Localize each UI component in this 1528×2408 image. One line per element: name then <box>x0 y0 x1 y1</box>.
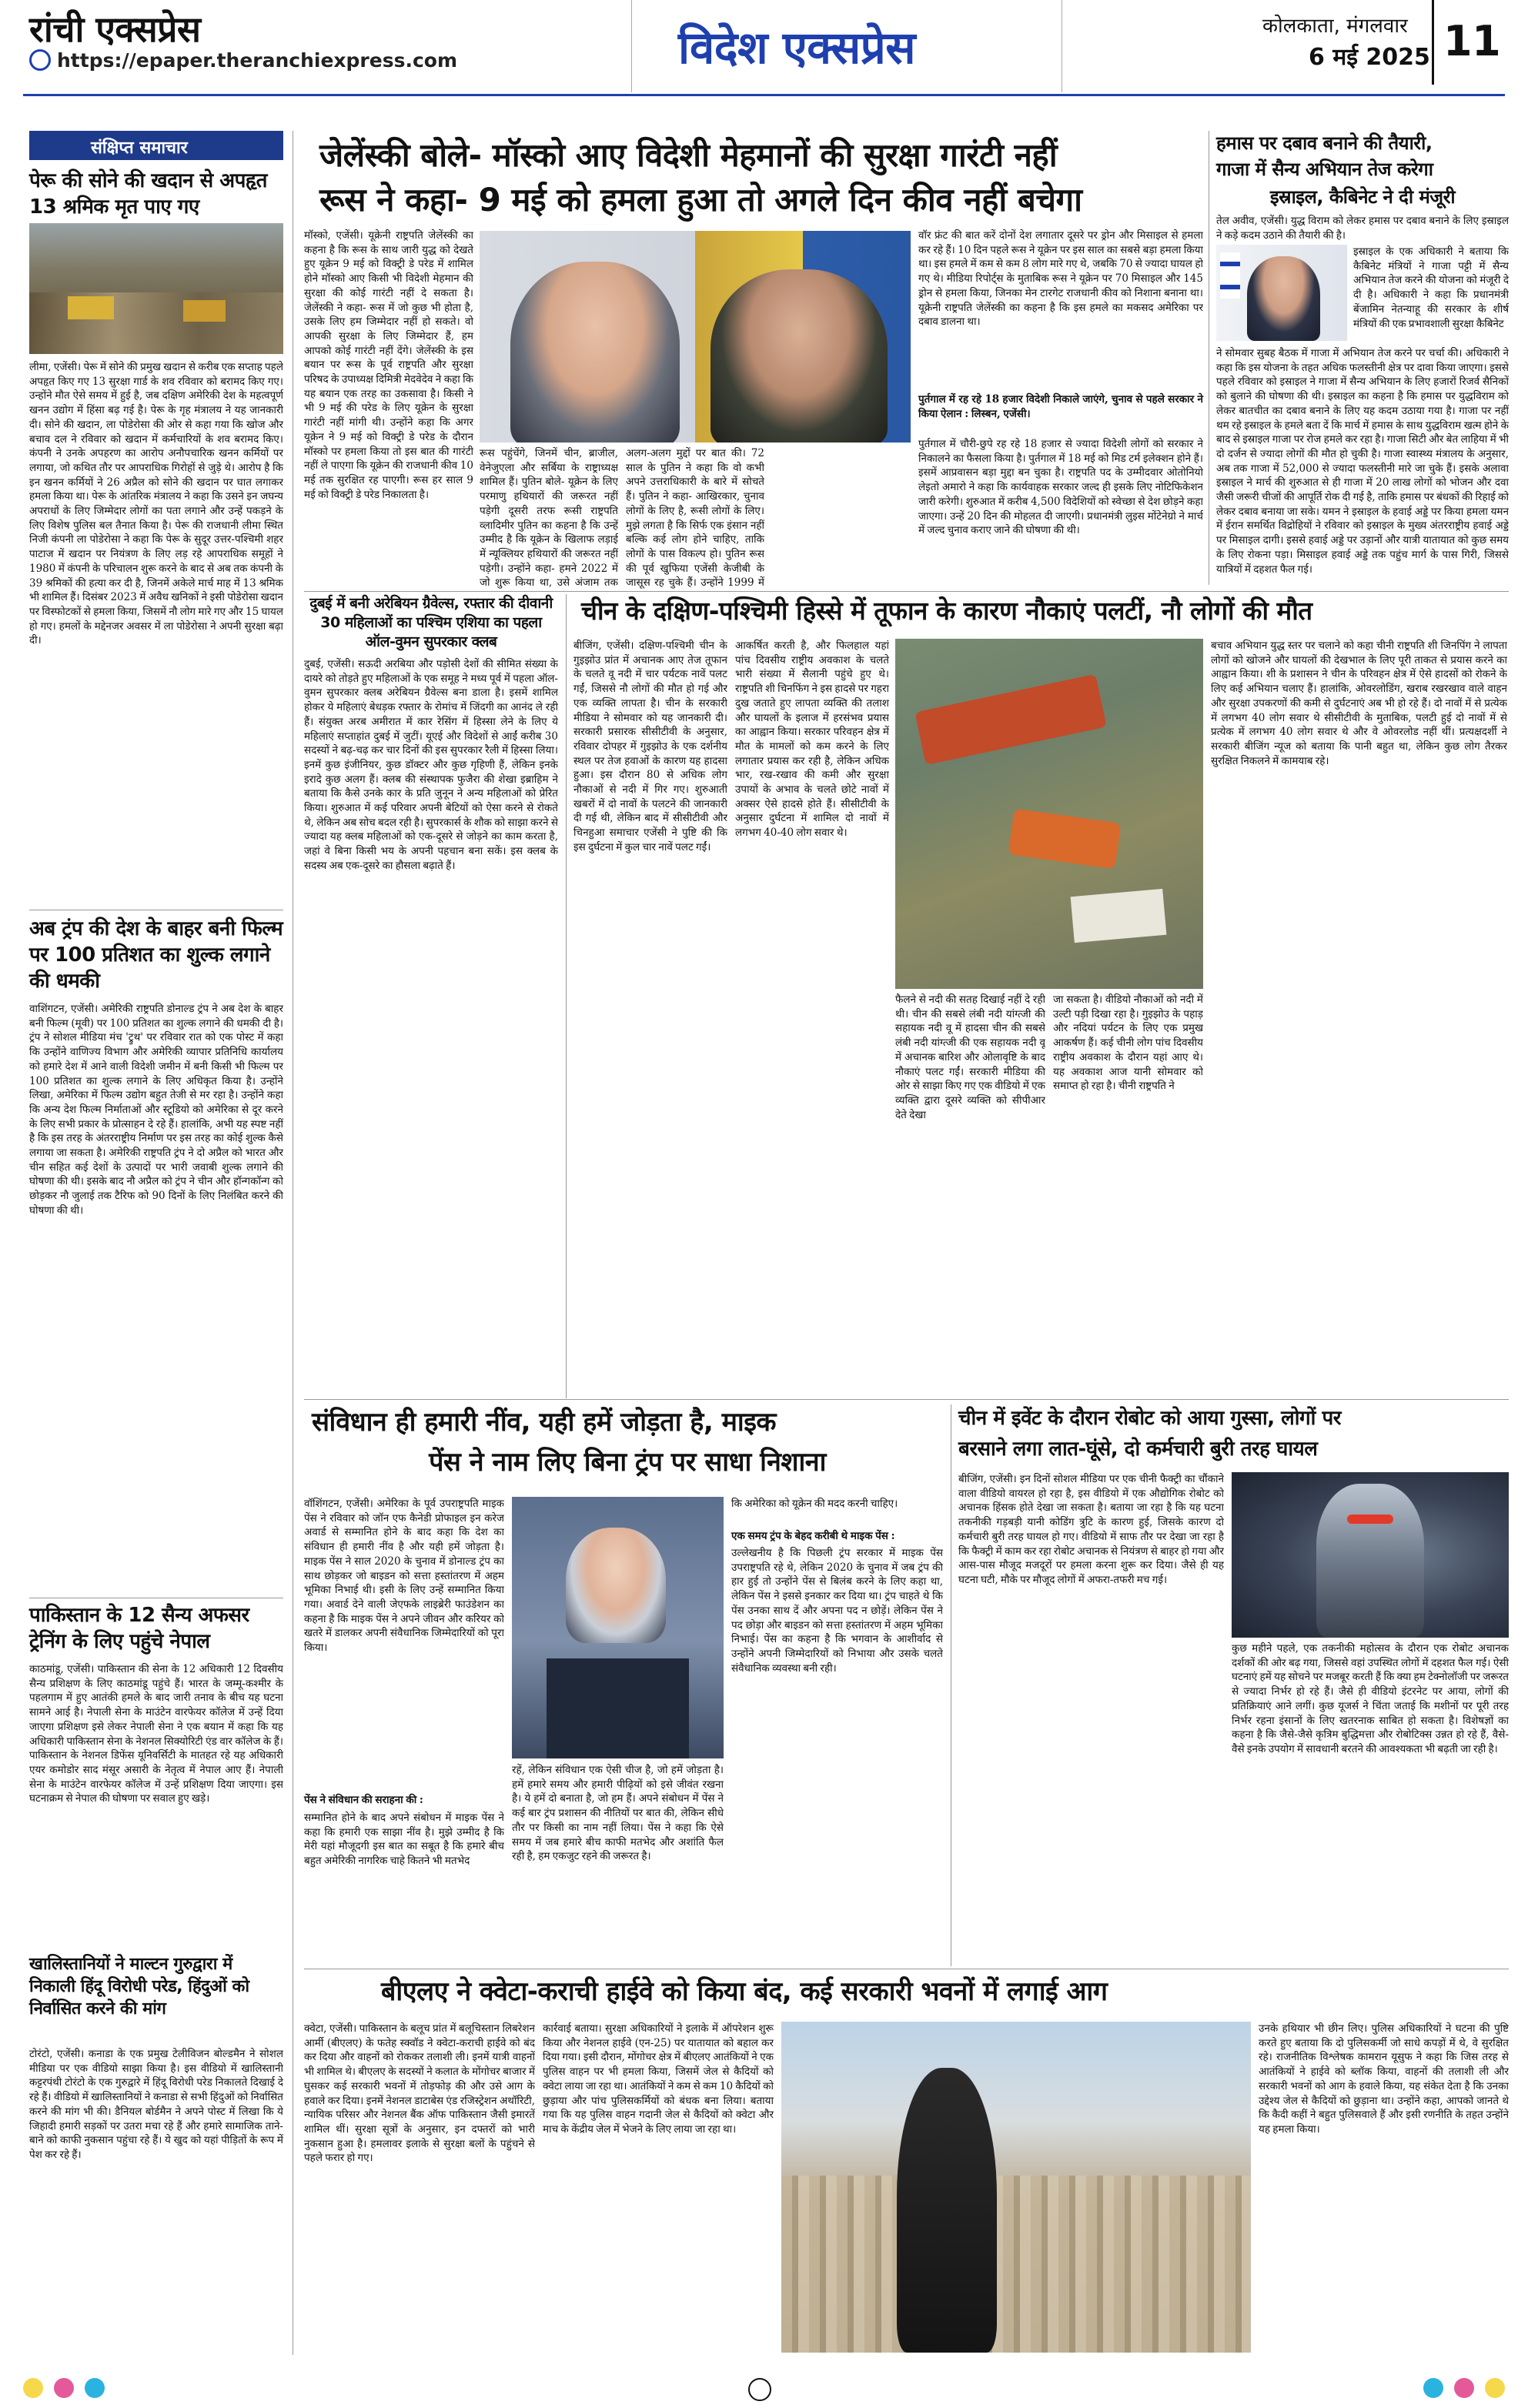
globe-icon <box>29 49 51 71</box>
gaza-headline-line1: हमास पर दबाव बनाने की तैयारी, <box>1216 132 1433 154</box>
lead-headline-line1: जेलेंस्की बोले- मॉस्को आए विदेशी मेहमानों की सुरक्षा गारंटी नहीं <box>319 136 1058 174</box>
brief-body-4: टोरंटो, एजेंसी। कनाडा के एक प्रमुख टेलीविजन बोल्डमैन ने सोशल मीडिया पर एक वीडियो साझा किया है। इस वीडियो में खालिस्तानी कट्टरपंथी टोरंटो के एक गुरुद्वारे में हिंदू विरोधी परेड निकालते दिखाई दे रहे हैं। वीडियो में खालिस्तानियों ने कनाडा से सभी हिंदुओं को निर्वासित करने की मांग भी की। डैनियल बोर्डमैन ने अपने पोस्ट में लिखा कि ये जिहादी हमारी सड़कों पर उतरा मचा रहे हैं और हमारे सामाजिक ताने-बाने को काफी नुकसान पहुंचा रहे हैं। ये खुद को यहां पीड़ितों के रूप में पेश कर रहे हैं। <box>29 2047 283 2355</box>
city-day: कोलकाता, मंगलवार <box>1262 15 1408 38</box>
print-color-bar <box>23 2378 1505 2401</box>
bla-story <box>304 1974 1509 2359</box>
section-banner <box>631 0 1062 92</box>
china-boat-story <box>573 594 1509 1398</box>
registration-mark <box>748 2378 771 2401</box>
pence-photo <box>512 1497 724 1758</box>
brief-news-column <box>29 131 283 2355</box>
page-number-box <box>1432 0 1501 85</box>
brief-body-3: काठमांडू, एजेंसी। पाकिस्तान की सेना के 12 अधिकारी 12 दिवसीय सैन्य प्रशिक्षण के लिए काठमांडू पहुंचे हैं। भारत के जम्मू-कश्मीर के पहलगाम में हुए आतंकी हमले के बाद जारी तनाव के बीच यह घटना सामने आई है। नेपाली सेना के माउंटेन वारफेयर कॉलेज में उन्हें दिया जाएगा प्रशिक्षण इसे लेकर नेपाली सेना ने एक बयान में कहा कि यह अधिकारी पाकिस्तान सेना के नेशनल सिक्योरिटी एंड वार कॉलेज के हैं। पाकिस्तान के नेशनल डिफेंस यूनिवर्सिटी के मातहत रहे यह अधिकारी एयर कमोडोर साद मंसूर असारी के नेतृत्व में नेपाल आए हैं। नेपाली सेना के माउंटेन वारफेयर कॉलेज में उन्हें प्रशिक्षण दिया जाएगा। इस घटनाक्रम से नेपाल की घोषणा पर सवाल हुए खड़े। <box>29 1663 283 1805</box>
masthead <box>0 0 1528 100</box>
mine-photo <box>29 223 283 354</box>
brief-news-header <box>29 131 283 160</box>
registration-mark <box>1454 2378 1474 2398</box>
registration-mark <box>1423 2378 1443 2398</box>
bla-headline: बीएलए ने क्वेटा-कराची हाईवे को किया बंद, कई सरकारी भवनों में लगाई आग <box>381 1976 1108 2007</box>
robot-col-2: कुछ महीने पहले, एक तकनीकी महोत्सव के दौरान एक रोबोट अचानक दर्शकों की ओर बढ़ गया, जिससे वहां उपस्थित लोगों में दहशत फैल गई। ऐसी घटनाएं हमें यह सोचने पर मजबूर करती हैं कि क्या हम टेक्नोलॉजी पर जरूरत से ज्यादा निर्भर हो रहे हैं। जैसे ही वीडियो इंटरनेट पर आया, लोगों की प्रतिक्रियाएं आने लगीं। कुछ यूजर्स ने चिंता जताई कि मशीनों पर पूरी तरह निर्भर रहना इंसानों के लिए खतरनाक साबित हो सकता है। विशेषज्ञों का कहना है कि जैसे-जैसे कृत्रिम बुद्धिमत्ता और रोबोटिक्स उन्नत हो रहे हैं, वैसे-वैसे इनके उपयोग में सावधानी बरतने की आवश्यकता भी बढ़ती जा रही है। <box>1232 1642 1509 1755</box>
brief-headline-1: पेरू की सोने की खदान से अपहृत 13 श्रमिक मृत पाए गए <box>29 169 267 219</box>
pence-col-1: वॉशिंगटन, एजेंसी। अमेरिका के पूर्व उपराष्ट्रपति माइक पेंस ने रविवार को जॉन एफ कैनेडी प्रोफाइल इन करेज अवार्ड से सम्मानित होने के बाद कहा कि देश का संविधान ही हमारी नींव है और यही हमें जोड़ता है। माइक पेंस ने साल 2020 के चुनाव में डोनाल्ड ट्रंप का साथ छोड़कर जो बाइडन को सत्ता हस्तांतरण में अहम भूमिका निभाई थी। इसी के लिए उन्हें सम्मानित किया गया। अवार्ड देने वाली जेएफके लाइब्रेरी फाउंडेशन का कहना है कि माइक पेंस ने अपने जीवन और करियर को खतरे में डालकर अपनी संवैधानिक जिम्मेदारियों को पूरा किया। <box>304 1498 504 1655</box>
lead-col-4: वॉर फ्रंट की बात करें दोनों देश लगातार दूसरे पर ड्रोन और मिसाइल से हमला कर रहे हैं। 10 दिन पहले रूस ने यूक्रेन पर इस साल का सबसे बड़ा हमला किया था। इस हमले में कम से कम 8 लोग मारे गए थे, जबकि 70 से ज्यादा घायल हो गए थे। मीडिया रिपोर्ट्स के मुताबिक रूस ने यूक्रेन पर 70 मिसाइल और 145 ड्रोन से हमला किया, जिनका मेन टारगेट राजधानी कीव को निशाना बनाना था। यूक्रेनी राष्ट्रपति जेलेंस्की का कहना है कि इस हमले का मकसद अमेरिका पर दबाव डालना था। <box>918 229 1203 329</box>
boat-hull <box>914 674 1106 765</box>
pence-col-3a: कि अमेरिका को यूक्रेन की मदद करनी चाहिए। <box>731 1498 898 1510</box>
mine-photo-vehicle <box>68 296 114 319</box>
robot-col-1: बीजिंग, एजेंसी। इन दिनों सोशल मीडिया पर एक चीनी फैक्ट्री का चौंकाने वाला वीडियो वायरल हो रहा है, इस वीडियो में एक औद्योगिक रोबोट को अचानक हिंसक होते देखा जा सकता है। बताया जा रहा है कि यह घटना तकनीकी गड़बड़ी यानी कोडिंग त्रुटि के कारण हुई, जिसके कारण दो कर्मचारी बुरी तरह घायल हो गए। वीडियो में साफ तौर पर देखा जा रहा है कि फैक्ट्री में काम कर रहा रोबोट अचानक से नियंत्रण से बाहर हो गया और आस-पास मौजूद मजदूरों पर हमला करना शुरू कर दिया। जैसे ही यह घटना घटी, मौके पर मौजूद लोगों में अफरा-तफरी मच गई। <box>958 1473 1224 1586</box>
robot-figure <box>1316 1484 1424 1638</box>
gaza-story <box>1216 131 1509 585</box>
lead-col-2: रूस पहुंचेंगे, जिनमें चीन, ब्राजील, वेनेजुएला और सर्बिया के राष्ट्राध्यक्ष शामिल हैं। पुतिन बोले- यूक्रेन के लिए परमाणु हथियारों की जरूरत नहीं पड़ेगी दूसरी तरफ रूसी राष्ट्रपति व्लादिमीर पुतिन का कहना है कि उन्हें उम्मीद है कि यूक्रेन के खिलाफ लड़ाई में न्यूक्लियर हथियारों की जरूरत नहीं पड़ेगी। उन्होंने कहा- हमने 2022 में जो शुरू किया था, उसे अंजाम तक <box>480 447 618 589</box>
pence-headline-line2: पेंस ने नाम लिए बिना ट्रंप पर साधा निशाना <box>429 1447 826 1478</box>
brief-headline-3: पाकिस्तान के 12 सैन्य अफसर ट्रेनिंग के लिए पहुंचे नेपाल <box>29 1604 249 1653</box>
quetta-photo <box>781 2022 1251 2353</box>
lead-col-1: मॉस्को, एजेंसी। यूक्रेनी राष्ट्रपति जेलेंस्की का कहना है कि रूस के साथ जारी युद्ध को देखते हुए यूक्रेन 9 मई को विक्ट्री डे परेड में शामिल होने मॉस्को आए किसी भी विदेशी मेहमान की सुरक्षा की कोई गारंटी नहीं दे सकता है। जेलेंस्की ने कहा- रूस में जो कुछ भी होता है, उसके लिए हम जिम्मेदार नहीं हो सकते। वो आपकी सुरक्षा के लिए जिम्मेदार हैं, हम आपको कोई गारंटी नहीं देंगे। जेलेंस्की के इस बयान पर रूस के पूर्व राष्ट्रपति और सुरक्षा परिषद के उपाध्यक्ष दिमित्री मेदवेदेव ने कहा कि यह बयान एक तरह का उकसावा है। किसी ने भी 9 मई की परेड के लिए यूक्रेन के सुरक्षा गारंटी नहीं मांगी थी। उन्होंने कहा कि अगर यूक्रेन ने 9 मई को विक्ट्री डे परेड के दौरान मॉस्को पर हमला किया तो इस बात की गारंटी नहीं ले पाएगा कि यूक्रेन की राजधानी कीव 10 मई तक सुरक्षित रह पाएगी। रूस हर साल 9 मई को विक्ट्री डे परेड निकालता है। <box>304 229 473 501</box>
lead-subhead: पुर्तगाल में रह रहे 18 हजार विदेशी निकाले जाएंगे, चुनाव से पहले सरकार ने किया ऐलान : लिस्बन, एजेंसी। <box>918 393 1203 420</box>
bla-col-2: कार्रवाई बताया। सुरक्षा अधिकारियों ने इलाके में ऑपरेशन शुरू किया और नेशनल हाईवे (एन-25) पर यातायात को बहाल कर दिया गया। इसी दौरान, मोंगोचर क्षेत्र में बीएलए आतंकियों ने एक पुलिस वाहन पर भी हमला किया, जिसमें जेल से कैदियों को क्वेटा लाया जा रहा था। आतंकियों ने कम से कम 10 कैदियों को छुड़ाया और पांच पुलिसकर्मियों को बंधक बना लिया। बताया गया कि यह पुलिस वाहन गदानी जेल से कैदियों को क्वेटा और माच के केंद्रीय जेल में भेजने के लिए लाया जा रहा था। <box>543 2022 774 2136</box>
brief-headline-2: अब ट्रंप की देश के बाहर बनी फिल्म पर 100 प्रतिशत का शुल्क लगाने की धमकी <box>29 917 283 993</box>
lead-col-3: अलग-अलग मुद्दों पर बात की। 72 साल के पुतिन ने कहा कि वो कभी अपने उत्तराधिकारी के बारे में सोचते हैं। पुतिन ने कहा- आखिरकार, चुनाव लोगों के लिए है, रूसी लोगों के लिए। मुझे लगता है कि सिर्फ एक इंसान नहीं बल्कि कई लोग होने चाहिए, ताकि लोगों के पास विकल्प हो। पुतिन रूस की पूर्व खुफिया एजेंसी केजीबी के जासूस रह चुके हैं। उन्होंने 1999 में <box>626 447 764 589</box>
pence-col-1b: सम्मानित होने के बाद अपने संबोधन में माइक पेंस ने कहा कि हमारी एक साझा नींव है। मुझे उम्मीद है कि मेरी यहां मौजूदगी इस बात का सबूत है कि हमारे बीच बहुत अमेरिकी नागरिक चाहे कितने भी मतभेद <box>304 1812 504 1868</box>
brief-body-1: लीमा, एजेंसी। पेरू में सोने की प्रमुख खदान से करीब एक सप्ताह पहले अपहृत किए गए 13 सुरक्षा गार्ड के शव रविवार को बरामद किए गए। उन्होंने मौत ऐसे समय में हुई है, जब दक्षिण अमेरिकी देश के महत्वपूर्ण खनन उद्योग में हिंसा बढ़ गई है। पेरू के गृह मंत्रालय ने यह जानकारी दी। सोने की खदान, ला पोडेरोसा की ओर से कहा गया कि खोज और बचाव दल ने रविवार को खदान में कर्मचारियों के शव बरामद किए। कंपनी ने उनके अपहरण का आरोप अनौपचारिक खनन कर्मियों पर लगाया, जो कथित तौर पर आपराधिक गिरोहों से जुड़े थे। आरोप है कि इन खनन कर्मियों ने 26 अप्रैल को सोने की खदान पर घात लगाकर हमला किया था। पेरू के आंतरिक मंत्रालय ने कहा कि उसने इन जघन्य अपराधों के लिए जिम्मेदार लोगों का पता लगाने और उन्हें पकड़ने के लिए विशेष पुलिस बल तैनात किया है। पेरू की राजधानी लीमा स्थित निजी कंपनी ला पोडेरोसा ने कहा कि पेरू के सुदूर उत्तर-पश्चिमी शहर पाटाज में खदान पर नियंत्रण के लिए लड़ रहे आपराधिक समूहों ने 1980 में कंपनी के परिचालन शुरू करने के बाद से अब तक कंपनी के 39 श्रमिकों की हत्या कर दी है, जिनमें अकेले मार्च माह में 13 श्रमिक भी शामिल हैं। दिसंबर 2023 में अवैध खनिकों ने इसी पोडेरोसा खदान पर विस्फोटकों से हमला किया, जिसमें नौ लोग मारे गए और 15 घायल हो गए। हमलों के मद्देनजर अवसर में ला पोडेरोसा ने अपनी सुरक्षा बढ़ा दी। <box>29 361 283 647</box>
paper-name: रांची एक्सप्रेस <box>29 8 201 50</box>
china-boat-col-1: बीजिंग, एजेंसी। दक्षिण-पश्चिमी चीन के गुइझोउ प्रांत में अचानक आए तेज तूफान के चलते वू नदी में चार पर्यटक नावें पलट गईं, जिससे नौ लोगों की मौत हो गई और एक व्यक्ति लापता है। चीन के सरकारी मीडिया ने सोमवार को यह जानकारी दी। सरकारी प्रसारक सीसीटीवी के अनुसार, रविवार दोपहर में गुइझोउ के एक दर्शनीय स्थल पर तेज हवाओं के कारण यह हादसा हुआ। इस दौरान 80 से अधिक लोग नौकाओं से नदी में गिर गए। शुरुआती खबरों में दो नावों के पलटने की जानकारी दी गई थी, लेकिन बाद में सीसीटीवी और चिनहुआ समाचार एजेंसी ने पुष्टि की कि इस दुर्घटना में कुल चार नावें पलट गईं। <box>573 640 727 853</box>
dubai-story <box>304 594 558 1410</box>
masthead-rule <box>23 94 1505 96</box>
section-rule <box>304 591 1509 592</box>
pence-col-2: रहें, लेकिन संविधान एक ऐसी चीज है, जो हमें जोड़ता है। हमें हमारे समय और हमारी पीढ़ियों को इसे जीवंत रखना है। ये हमें दो बनाता है, जो हम हैं। अपने संबोधन में पेंस ने कई बार ट्रंप प्रशासन की नीतियों पर बात की, लेकिन सीधे तौर पर किसी का नाम नहीं लिया। पेंस ने कहा कि ऐसे समय में जब हमारे बीच काफी मतभेद और अशांति फैल रही है, हम एकजुट रहने की जरूरत है। <box>512 1764 724 1863</box>
dubai-body: दुबई, एजेंसी। सऊदी अरबिया और पड़ोसी देशों की सीमित संख्या के दायरे को तोड़ते हुए महिलाओं के एक समूह ने मध्य पूर्व में पहला ऑल-वुमन सुपरकार क्लब अरेबियन ग्रैवेल्स बना डाला है। इसमें शामिल होकर ये महिलाएं बेधड़क रफ्तार के रोमांच में जिंदगी का आनंद ले रही हैं। संयुक्त अरब अमीरात में कार रेसिंग में हिस्सा लेने के लिए ये महिलाएं सप्ताहांत दुबई में जुटीं। यूएई और विदेशों से आईं करीब 30 सदस्यों ने बढ़-चढ़ कर चार दिनों की इस सुपरकार रैली में हिस्सा लिया। इनमें कुछ इंजीनियर, कुछ डॉक्टर और कुछ गृहिणी हैं, लेकिन इनके इरादे कुछ अलग हैं। क्लब की संस्थापक फुजैरा की शेखा इब्राहिम ने बताया कि कैसे उनके कार के प्रति जुनून ने अन्य महिलाओं को प्रेरित किया। शुरुआत में कई परिवार अपनी बेटियों को ऐसा करने से रोकते थे, लेकिन अब सोच बदल रही है। सुपरकार्स के शौक को साझा करने से ज्यादा यह क्लब महिलाओं को एक-दूसरे से जोड़ने का काम करता है, जहां वे बिना किसी भय के अपनी पहचान बना सकें। इस क्लब के सदस्य अब एक-दूसरे का हौसला बढ़ाते हैं। <box>304 658 558 872</box>
pence-subhead-1: पेंस ने संविधान की सराहना की : <box>304 1794 423 1806</box>
registration-mark <box>23 2378 43 2398</box>
pence-subhead-2: एक समय ट्रंप के बेहद करीबी थे माइक पेंस : <box>731 1530 895 1542</box>
boat-cabin <box>1071 889 1167 943</box>
lead-col-3b <box>772 446 911 589</box>
lead-story <box>304 135 1205 589</box>
registration-mark <box>85 2378 105 2398</box>
lead-photo <box>480 231 911 443</box>
brief-headline-4: खालिस्तानियों ने माल्टन गुरुद्वारा में निकाली हिंदू विरोधी परेड, हिंदुओं को निर्वासित करने की मांग <box>29 1953 283 2020</box>
brief-news-header-text: संक्षिप्त समाचार <box>91 139 188 158</box>
section-rule <box>304 1399 1509 1400</box>
brief-body-2: वाशिंगटन, एजेंसी। अमेरिकी राष्ट्रपति डोनाल्ड ट्रंप ने अब देश के बाहर बनी फिल्म (मूवी) पर 100 प्रतिशत का शुल्क लगाने की धमकी दी है। ट्रंप ने सोशल मीडिया मंच 'ट्रुथ' पर रविवार रात को एक पोस्ट में कहा कि उन्होंने वाणिज्य विभाग और अमेरिकी व्यापार प्रतिनिधि कार्यालय को हमारे देश में आने वाली विदेशी जमीन में बनी किसी भी फिल्म पर 100 प्रतिशत का शुल्क लगाने के लिए अधिकृत किया है। उन्होंने लिखा, अमेरिका में फिल्म उद्योग बहुत तेजी से मर रहा है। उन्होंने कहा कि अन्य देश फिल्म निर्माताओं और स्टूडियो को अमेरिका से दूर करने के लिए सभी प्रकार के प्रोत्साहन दे रहे हैं। हालांकि, अभी यह स्पष्ट नहीं है कि इस तरह के अंतरराष्ट्रीय निर्माण पर इस तरह का कोई शुल्क कैसे लगाया जा सकता है। अमेरिकी राष्ट्रपति ट्रंप ने दो अप्रैल को भारत और चीन सहित कई देशों के उत्पादों पर भारी जवाबी शुल्क लगाने की घोषणा की थी। इसके बाद नौ अप्रैल को ट्रंप ने चीन और हॉन्गकॉन्ग को छोड़कर नौ जुलाई तक टैरिफ को 90 दिनों के लिए निलंबित करने की घोषणा की थी। <box>29 1003 283 1217</box>
soldier-silhouette <box>897 2068 997 2353</box>
registration-mark <box>54 2378 74 2398</box>
section-title: विदेश एक्सप्रेस <box>678 22 915 74</box>
rescue-boat <box>1008 809 1122 870</box>
pence-podium <box>547 1658 689 1758</box>
china-boat-headline: चीन के दक्षिण-पश्चिमी हिस्से में तूफान के कारण नौकाएं पलटीं, नौ लोगों की मौत <box>581 596 1312 626</box>
lead-col-4b: पुर्तगाल में चौरी-छुपे रह रहे 18 हजार से ज्यादा विदेशी लोगों को सरकार ने निकालने का फैसला किया है। पुर्तगाल में 18 मई को मिड टर्म इलेक्शन होने हैं। इसमें आप्रवासन बड़ा मुद्दा बन चुका है। राष्ट्रपति पद के उम्मीदवार ओतोनियो लेइतो अमारो ने कहा कि कार्यवाहक सरकार जल्द ही इसके लिए नोटिफिकेशन जारी करेगी। शुरुआत में करीब 4,500 विदेशियों को स्वेच्छा से देश छोड़ने कहा जाएगा। उन्हें 20 दिन की मोहलत दी जाएगी। प्रधानमंत्री लुइस मोंटेनेग्रो ने मार्च में जल्द चुनाव कराए जाने की घोषणा की थी। <box>918 438 1203 537</box>
mine-photo-vehicle-2 <box>183 300 226 322</box>
gaza-body-right: इस्राइल के एक अधिकारी ने बताया कि कैबिनेट मंत्रियों ने गाजा पट्टी में सैन्य अभियान तेज करने की योजना को मंजूरी दे दी है। अधिकारी ने कहा कि प्रधानमंत्री बेंजामिन नेतन्याहू की सरकार के शीर्ष मंत्रियों की एक प्रभावशाली सुरक्षा कैबिनेट <box>1353 245 1509 330</box>
china-boat-caption-2: जा सकता है। वीडियो नौकाओं को नदी में उल्टी पड़ी दिखा रहा है। गुइझोउ के पहाड़ और नदियां पर्यटन के लिए एक प्रमुख आकर्षण हैं। कई चीनी लोग पांच दिवसीय राष्ट्रीय अवकाश के दौरान यहां आए थे। यह अवकाश आज यानी सोमवार को समाप्त हो रहा है। चीनी राष्ट्रपति ने <box>1053 994 1203 1093</box>
lead-headline-line2: रूस ने कहा- 9 मई को हमला हुआ तो अगले दिन कीव नहीं बचेगा <box>319 181 1082 219</box>
website-link[interactable]: https://epaper.theranchiexpress.com <box>57 49 458 72</box>
gaza-headline-line3: इस्राइल, कैबिनेट ने दी मंजूरी <box>1269 186 1456 208</box>
robot-photo <box>1232 1472 1509 1638</box>
china-boat-col-right: बचाव अभियान युद्ध स्तर पर चलाने को कहा चीनी राष्ट्रपति शी जिनपिंग ने लापता लोगों को खोजने और घायलों की देखभाल के लिए पूरी ताकत से प्रयास करने का आह्वान किया। शी के प्रशासन ने चीन के परिवहन क्षेत्र में ऐसे हादसों को रोकने के लिए कई अभियान चलाए हैं। हालांकि, ओवरलोडिंग, खराब रखरखाव वाले वाहन और सुरक्षा उपकरणों की कमी से दुर्घटनाएं अब भी हो रहे हैं। दो नावों में से प्रत्येक में लगभग 40 लोग सवार थे सीसीटीवी के मुताबिक, पलटी हुई दो नावों में से प्रत्येक में लगभग 40 लोग सवार थे और वे ओवरलोड नहीं थीं। प्रत्यक्षदर्शी ने सरकारी बीजिंग न्यूज को बताया कि पानी बहुत था, लेकिन कुछ लोग तैरकर सुरक्षित निकलने में कामयाब रहे। <box>1211 640 1507 767</box>
dubai-headline: दुबई में बनी अरेबियन ग्रैवेल्स, रफ्तार की दीवानी 30 महिलाओं का पश्चिम एशिया का पहला ऑल-वुमन सुपरकार क्लब <box>309 595 553 650</box>
robot-story <box>958 1404 1509 1966</box>
bla-col-3: उनके हथियार भी छीन लिए। पुलिस अधिकारियों ने घटना की पुष्टि करते हुए बताया कि दो पुलिसकर्मी जो साधे कपड़ों में थे, वे सुरक्षित रहे। राजनीतिक विश्लेषक कामरान यूसुफ ने कहा कि जिस तरह से आतंकियों ने हाईवे को ब्लॉक किया, वाहनों की तलाशी ली और सरकारी भवनों को आग के हवाले किया, यह संकेत देता है कि उनका उद्देश्य जेल से कैदियों को छुड़ाना था। उन्होंने कहा, आपको जानते थे कि कैदी कहीं ने बहुत पुलिसवाले हैं और इसी रणनीति के तहत उन्होंने यह हमला किया। <box>1259 2022 1509 2136</box>
city-buildings <box>781 2176 1251 2353</box>
registration-mark <box>1485 2378 1505 2398</box>
column-rule <box>566 594 567 1398</box>
netanyahu-photo <box>1216 245 1347 341</box>
issue-date: 6 मई 2025 <box>1309 44 1430 71</box>
capsized-boat-photo <box>895 639 1203 989</box>
medvedev-portrait <box>510 262 680 443</box>
netanyahu-portrait <box>1247 256 1320 341</box>
robot-eye <box>1347 1515 1393 1524</box>
china-boat-caption: फैलने से नदी की सतह दिखाई नहीं दे रही थी। चीन की सबसे लंबी नदी यांग्त्जी की सहायक नदी वू में हादसा चीन की सबसे लंबी नदी यांग्त्जी की एक सहायक नदी वू में अचानक बारिश और ओलावृष्टि के बाद नौकाएं पलट गईं। सरकारी मीडिया की ओर से साझा किए गए एक वीडियो में एक व्यक्ति द्वारा दूसरे व्यक्ति को सीपीआर देते देखा <box>895 994 1045 1121</box>
flag-stripe <box>1220 252 1240 299</box>
china-boat-col-3 <box>573 998 889 1164</box>
gaza-headline-line2: गाजा में सैन्य अभियान तेज करेगा <box>1216 159 1433 180</box>
gaza-intro: तेल अवीव, एजेंसी। युद्ध विराम को लेकर हमास पर दबाव बनाने के लिए इस्राइल ने कड़े कदम उठाने की तैयारी की है। <box>1216 215 1509 242</box>
bla-col-1: क्वेटा, एजेंसी। पाकिस्तान के बलूच प्रांत में बलूचिस्तान लिबरेशन आर्मी (बीएलए) के फतेह स्क्वॉड ने क्वेटा-कराची हाईवे को बंद कर दिया और वाहनों को रोककर तलाशी ली। इनमें यात्री वाहनों भी शामिल थे। बीएलए के सदस्यों ने कलात के मोंगोचर बाजार में घुसकर कई सरकारी भवनों में तोड़फोड़ की और उसे आग के हवाले कर दिया। इनमें नेशनल डाटाबेस एंड रजिस्ट्रेशन अथॉरिटी, न्यायिक परिसर और नेशनल बैंक ऑफ पाकिस्तान जैसी इमारतें शामिल थीं। सुरक्षा सूत्रों के अनुसार, इन दफ्तरों को भारी नुकसान हुआ है। हमलावर इलाके से सुरक्षा बलों के पहुंचने से पहले फरार हो गए। <box>304 2022 535 2165</box>
pence-portrait <box>566 1528 666 1643</box>
gaza-body: ने सोमवार सुबह बैठक में गाजा में अभियान तेज करने पर चर्चा की। अधिकारी ने कहा कि इस योजना के तहत अधिक फलस्तीनी क्षेत्र पर दावा किया जाएगा। इससे पहले रविवार को इस्राइल ने गाजा में सैन्य अभियान के लिए हजारों रिजर्व सैनिकों को बुलाने की घोषणा की थी। इस्राइल का कहना है कि हमास पर युद्धविराम को लेकर बातचीत का दबाव बनाने के लिए यह कदम उठाया गया है। गाजा पर नहीं थम रहे इस्राइल के हमले बता दें कि मार्च में हमास के साथ युद्धविराम खत्म होने के बाद से इस्राइल गाजा पर रोज हमले कर रहा है। गाजा सिटी और बेत लाहिया में भी दो दर्जन से ज्यादा लोगों की मौत हो चुकी है। गाजा स्वास्थ्य मंत्रालय के अनुसार, अब तक गाजा में 52,000 से ज्यादा फलस्तीनी मारे जा चुके हैं। इसके अलावा इस्राइल ने मार्च की शुरुआत से ही गाजा में 20 लाख लोगों को भोजन और दवा जैसी जरूरी चीजों की आपूर्ति रोक दी गई है, ताकि हमास पर बंधकों की रिहाई को लेकर दबाव बनाया जा सके। यमन ने इस्राइल के हवाई अड्डे पर किया हमला यमन में ईरान समर्थित विद्रोहियों ने रविवार को इस्राइल के मुख्य अंतरराष्ट्रीय हवाई अड्डे पर मिसाइल दागी। इससे हवाई अड्डे पर उड़ानों और यात्री यातायात को कुछ समय के लिए रोकना पड़ा। मिसाइल हवाई अड्डे तक पहुंच मार्ग के पास गिरी, जिससे यात्रियों में दहशत फैल गई। <box>1216 347 1509 576</box>
china-boat-col-2: आकर्षित करती है, और फिलहाल यहां पांच दिवसीय राष्ट्रीय अवकाश के चलते भारी संख्या में सैलानी पहुंचे हुए थे। राष्ट्रपति शी चिनफिंग ने इस हादसे पर गहरा दुख जताते हुए लापता व्यक्ति की तलाश और घायलों के इलाज में हरसंभव प्रयास का आह्वान किया। सरकार परिवहन क्षेत्र में मौत के मामलों को कम करने के लिए लगातार प्रयास कर रही है, लेकिन अधिक भार, रख-रखाव की कमी और सुरक्षा उपायों के अभाव के चलते छोटे नावों में अक्सर ऐसे हादसे होते हैं। सीसीटीवी के अनुसार दुर्घटना में शामिल दो नावों में लगभग 40-40 लोग सवार थे। <box>735 640 889 840</box>
robot-headline-line2: बरसाने लगा लात-घूंसे, दो कर्मचारी बुरी तरह घायल <box>958 1438 1318 1461</box>
pence-headline-line1: संविधान ही हमारी नींव, यही हमें जोड़ता है, माइक <box>312 1407 777 1438</box>
zelensky-portrait <box>711 269 888 443</box>
pence-col-3: उल्लेखनीय है कि पिछली ट्रंप सरकार में माइक पेंस उपराष्ट्रपति रहे थे, लेकिन 2020 के चुनाव में जब ट्रंप की हार हुई तो उन्होंने पेंस से बिलंब करने के लिए कहा था, लेकिन पेंस ने इससे इनकार कर दिया था। ट्रंप चाहते थे कि पेंस उनका साथ दें और अपना पद न छोड़ें। लेकिन पेंस ने पद छोड़ा और बाइडन को सत्ता हस्तांतरण में अहम भूमिका निभाई। पेंस का कहना है कि भगवान के आशीर्वाद से उन्होंने अपनी जिम्मेदारियों को निभाया और उसके चलते संवैधानिक व्यवस्था बनी रही। <box>731 1547 943 1675</box>
robot-headline-line1: चीन में इवेंट के दौरान रोबोट को आया गुस्सा, लोगों पर <box>958 1407 1341 1430</box>
pence-story <box>304 1404 943 1974</box>
page-number: 11 <box>1443 17 1501 65</box>
